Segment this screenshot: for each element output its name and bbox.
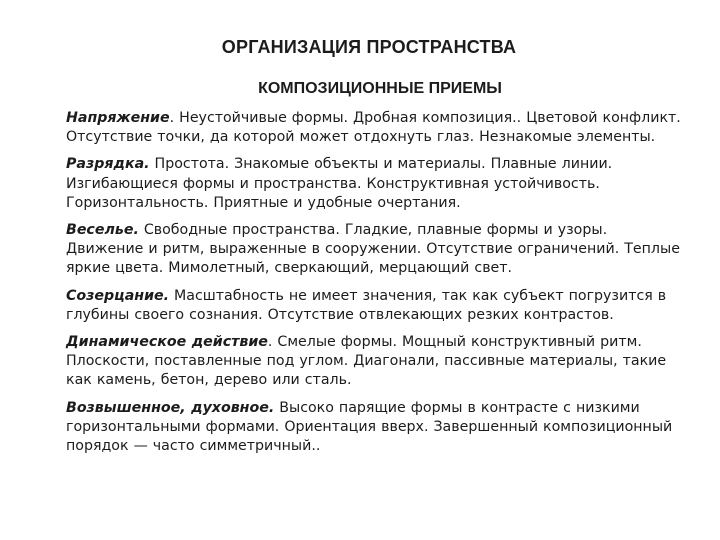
page-subtitle: КОМПОЗИЦИОННЫЕ ПРИЕМЫ [258, 80, 502, 97]
entry-text: . Неустойчивые формы. Дробная композиция.. Цветовой конфликт. Отсутствие точки, да которой может отдохнуть глаз. Незнакомые элементы. [66, 110, 681, 146]
entry-tension [66, 109, 688, 147]
entry-term: Созерцание. [66, 287, 170, 304]
entry-release [66, 155, 688, 213]
technique-list [66, 109, 688, 464]
page-title: ОРГАНИЗАЦИЯ ПРОСТРАНСТВА [221, 37, 517, 57]
entry-text: Масштабность не имеет значения, так как субъект погрузится в глубины своего сознания. Отсутствие отвлекающих резких контрастов. [66, 287, 667, 323]
entry-term: Возвышенное, духовное. [66, 399, 275, 416]
entry-contemplation [66, 287, 688, 325]
entry-joy [66, 221, 688, 279]
entry-term: Разрядка. [66, 156, 150, 173]
entry-text: Высоко парящие формы в контрасте с низкими горизонтальными формами. Ориентация вверх. Завершенный композиционный порядок — часто симметричный.. [66, 399, 673, 455]
entry-text: Простота. Знакомые объекты и материалы. Плавные линии. Изгибающиеся формы и пространства. Конструктивная устойчивость. Горизонтальность. Приятные и удобные очертания. [66, 156, 613, 211]
entry-text: Свободные пространства. Гладкие, плавные формы и узоры. Движение и ритм, выраженные в сооружении. Отсутствие ограничений. Теплые яркие цвета. Мимолетный, сверкающий, мерцающий свет. [66, 222, 680, 277]
entry-sublime [66, 399, 688, 457]
entry-text: . Смелые формы. Мощный конструктивный ритм. Плоскости, поставленные под углом. Диагонали, пассивные материалы, такие как камень, бетон, дерево или сталь. [66, 334, 667, 389]
entry-dynamic-action [66, 333, 688, 391]
entry-term: Напряжение [66, 110, 170, 126]
entry-term: Динамическое действие [66, 334, 268, 351]
entry-term: Веселье. [66, 222, 139, 239]
